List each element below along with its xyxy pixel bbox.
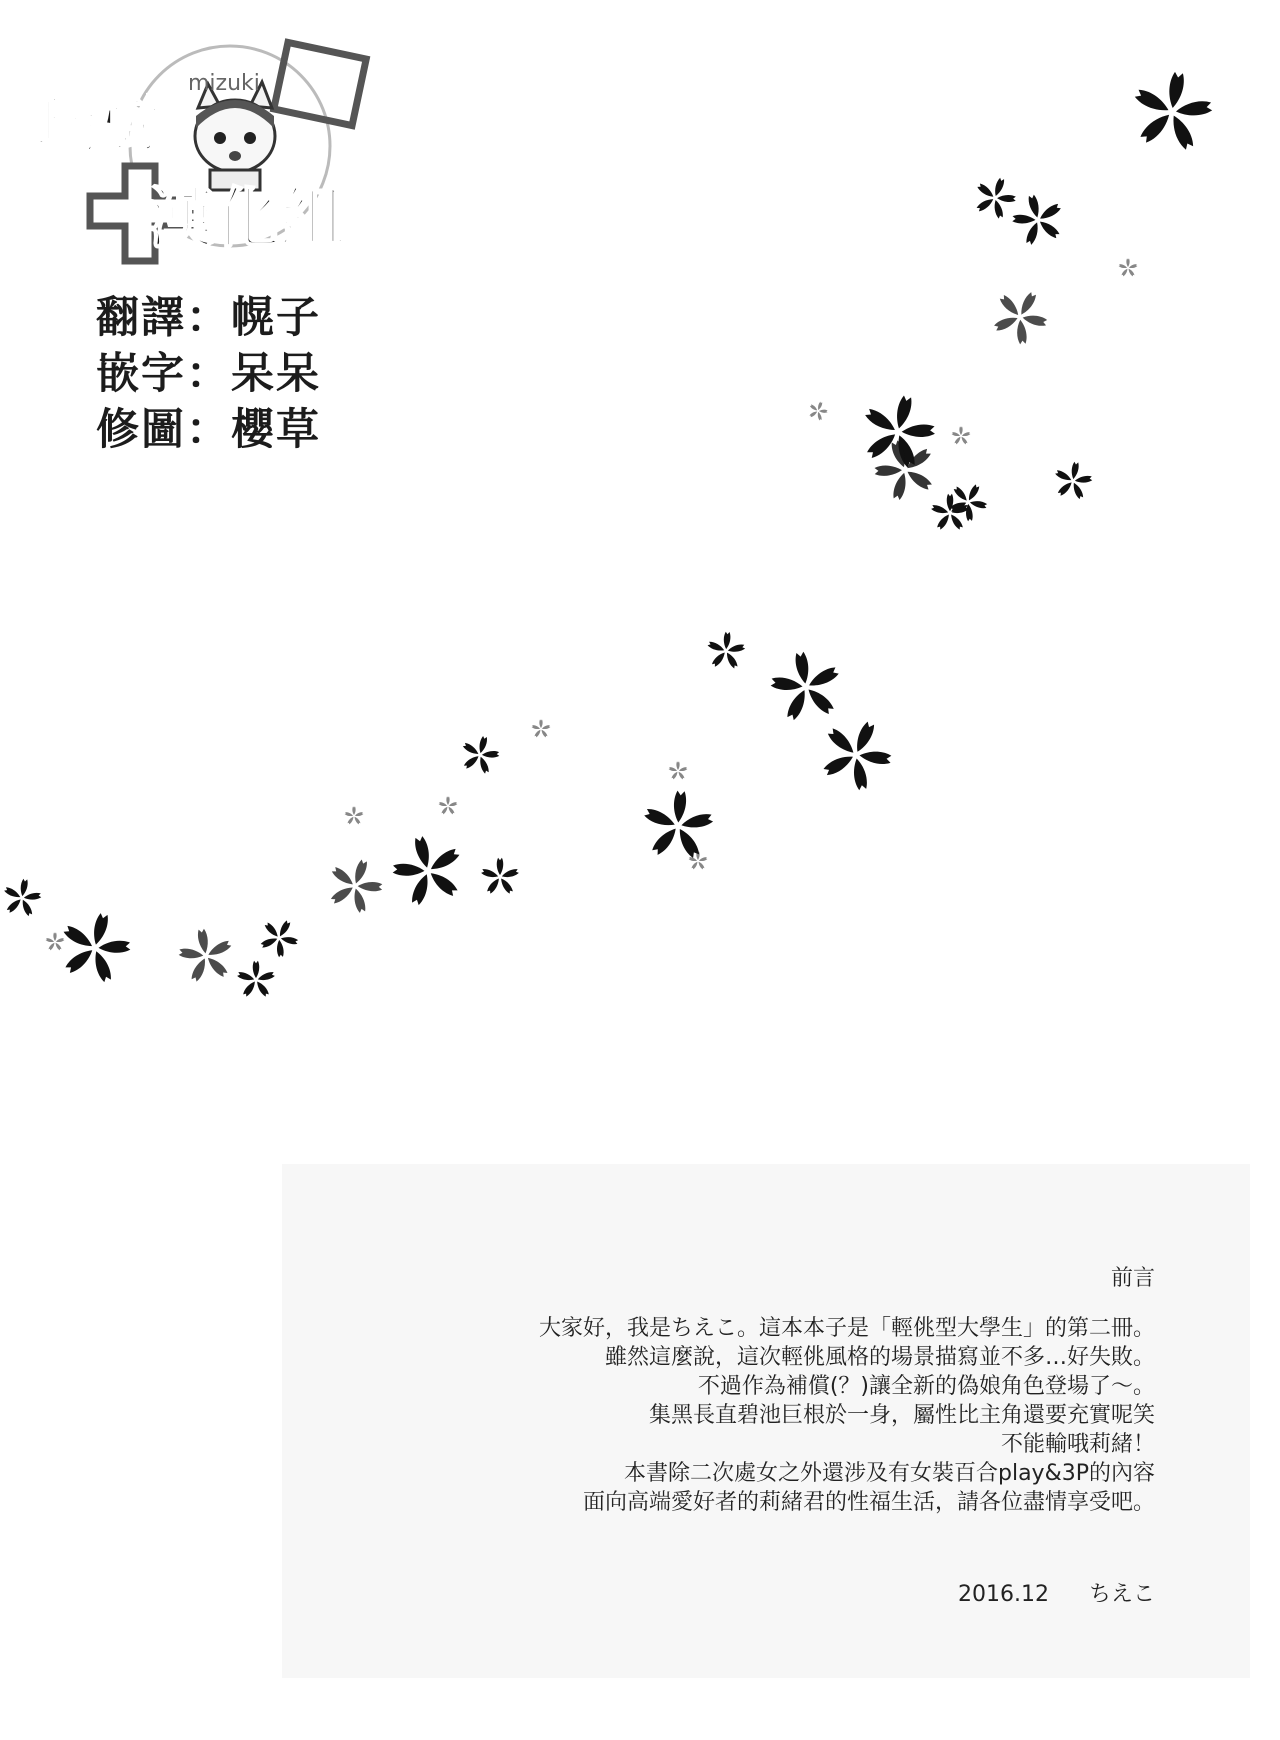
note-signature: [958, 1577, 1155, 1608]
sakura-blossom-icon: [385, 828, 471, 911]
note-line: 本書除二次處女之外還涉及有女裝百合play&3P的內容: [624, 1461, 1155, 1486]
author-note-box: [282, 1164, 1250, 1678]
male-symbol-icon: [274, 42, 366, 125]
sakura-blossom-icon: [866, 431, 943, 506]
note-line: 集黑長直碧池巨根於一身，屬性比主角還要充實呢笑: [648, 1403, 1155, 1428]
note-title: 前言: [1110, 1266, 1155, 1291]
sakura-blossom-icon: [321, 851, 390, 918]
credits-block: [96, 290, 321, 458]
credit-person: 幌子: [231, 293, 321, 343]
sakura-blossom-icon: [854, 387, 944, 474]
credit-editing: [96, 402, 321, 458]
sakura-blossom-icon: [951, 426, 970, 444]
sakura-blossom-icon: [969, 171, 1022, 223]
note-line: 雖然這麼說，這次輕佻風格的場景描寫並不多…好失敗。: [604, 1345, 1155, 1370]
note-line: 大家好，我是ちえこ。這本本子是「輕佻型大學生」的第二冊。: [538, 1316, 1155, 1341]
sakura-blossom-icon: [640, 788, 716, 861]
sakura-blossom-icon: [1051, 459, 1095, 502]
sakura-blossom-icon: [1118, 258, 1137, 276]
sakura-blossom-icon: [984, 280, 1057, 352]
sakura-blossom-icon: [1126, 66, 1218, 155]
sakura-blossom-icon: [254, 912, 306, 963]
sakura-blossom-icon: [457, 731, 504, 776]
mascot-icon: [195, 82, 275, 190]
credit-role: 翻譯: [96, 293, 186, 343]
sakura-blossom-icon: [943, 476, 995, 527]
credit-separator: ：: [186, 405, 231, 455]
note-author: ちえこ: [1088, 1582, 1155, 1607]
sakura-blossom-icon: [0, 876, 44, 919]
sakura-blossom-icon: [806, 399, 830, 423]
sakura-blossom-icon: [688, 851, 707, 869]
sakura-blossom-icon: [481, 858, 520, 895]
credit-role: 修圖: [96, 405, 186, 455]
sakura-blossom-icon: [344, 806, 363, 824]
logo-ring-text: mizuki: [188, 71, 260, 96]
sakura-blossom-icon: [438, 796, 457, 814]
sakura-blossom-icon: [810, 708, 902, 799]
sakura-blossom-icon: [705, 630, 747, 670]
credit-typesetting: [96, 346, 321, 402]
sakura-blossom-icon: [668, 761, 687, 779]
note-line: 面向高端愛好者的莉緒君的性福生活，請各位盡情享受吧。: [582, 1490, 1155, 1515]
sakura-blossom-icon: [45, 932, 64, 950]
sakura-blossom-icon: [53, 905, 139, 988]
logo-text-row1: 瑞樹: [36, 88, 161, 161]
sakura-blossom-icon: [931, 494, 970, 531]
sakura-blossom-icon: [531, 719, 550, 737]
sakura-blossom-icon: [237, 961, 276, 998]
note-date: 2016.12: [958, 1582, 1049, 1607]
credit-translation: [96, 290, 321, 346]
author-note: [539, 1261, 1155, 1517]
logo-text-row2: 漢化組: [148, 180, 346, 257]
credit-person: 櫻草: [231, 405, 321, 455]
note-line: 不能輸哦莉緒！: [1000, 1432, 1155, 1457]
sakura-blossom-icon: [1007, 189, 1069, 249]
credit-separator: ：: [186, 349, 231, 399]
sakura-blossom-icon: [765, 646, 846, 724]
note-line: 不過作為補償(？)讓全新的偽娘角色登場了～。: [697, 1374, 1155, 1399]
credit-separator: ：: [186, 293, 231, 343]
credit-person: 呆呆: [231, 349, 321, 399]
credit-role: 嵌字: [96, 349, 186, 399]
group-logo: [30, 36, 400, 266]
logo-graphic: [30, 36, 400, 266]
sakura-blossom-icon: [174, 924, 237, 985]
